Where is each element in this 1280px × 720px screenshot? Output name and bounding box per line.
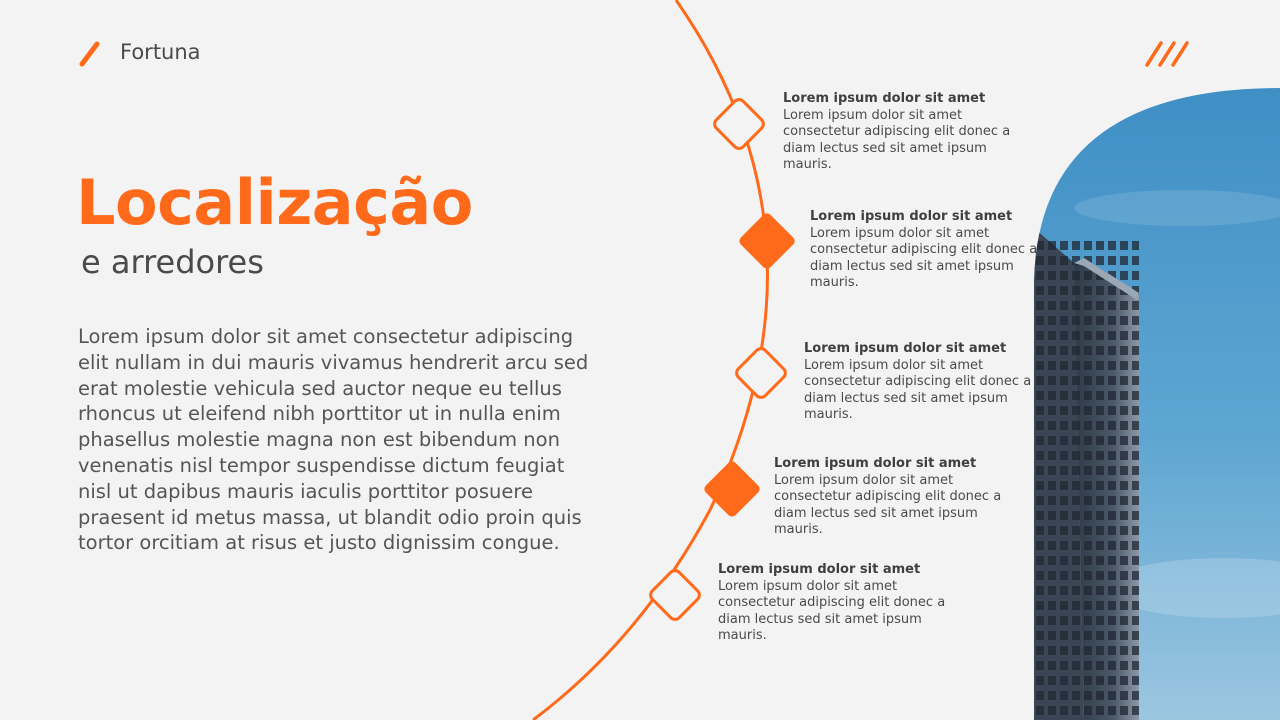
timeline-item-heading: Lorem ipsum dolor sit amet xyxy=(810,209,1013,224)
timeline-marker-1 xyxy=(712,97,766,151)
timeline-item-2 xyxy=(810,209,1040,292)
page-title: Localização xyxy=(76,166,473,239)
timeline-item-heading: Lorem ipsum dolor sit amet xyxy=(783,91,986,106)
timeline-item-text: Lorem ipsum dolor sit amet consectetur adipiscing elit donec a diam lectus sed sit amet ipsum mauris. xyxy=(804,357,1032,423)
timeline-item-1 xyxy=(783,91,1013,174)
page-subtitle: e arredores xyxy=(81,243,264,281)
timeline-item-4 xyxy=(774,456,1004,539)
timeline-item-3 xyxy=(804,341,1034,424)
timeline-marker-3 xyxy=(734,346,788,400)
brand-name: Fortuna xyxy=(120,40,201,64)
timeline-marker-2 xyxy=(737,211,796,270)
timeline-item-5 xyxy=(718,562,948,645)
timeline-item-text: Lorem ipsum dolor sit amet consectetur adipiscing elit donec a diam lectus sed sit amet ipsum mauris. xyxy=(774,472,1002,538)
body-paragraph: Lorem ipsum dolor sit amet consectetur adipiscing elit nullam in dui mauris vivamus hendrerit arcu sed erat molestie vehicula sed auctor neque eu tellus rhoncus ut eleifend nibh porttitor ut in nulla enim phasellus molestie magna non est bibendum non venenatis nisl tempor suspendisse dictum feugiat nisl ut dapibus mauris iaculis porttitor posuere praesent id metus massa, ut blandit odio proin quis tortor orcitiam at risus et justo dignissim congue. xyxy=(78,325,589,555)
timeline-item-text: Lorem ipsum dolor sit amet consectetur adipiscing elit donec a diam lectus sed sit amet ipsum mauris. xyxy=(783,107,1011,173)
timeline-marker-5 xyxy=(648,568,702,622)
timeline-item-heading: Lorem ipsum dolor sit amet xyxy=(718,562,921,577)
timeline-item-text: Lorem ipsum dolor sit amet consectetur adipiscing elit donec a diam lectus sed sit amet ipsum mauris. xyxy=(718,578,946,644)
timeline-item-heading: Lorem ipsum dolor sit amet xyxy=(774,456,977,471)
timeline-item-heading: Lorem ipsum dolor sit amet xyxy=(804,341,1007,356)
timeline-item-text: Lorem ipsum dolor sit amet consectetur adipiscing elit donec a diam lectus sed sit amet ipsum mauris. xyxy=(810,225,1038,291)
